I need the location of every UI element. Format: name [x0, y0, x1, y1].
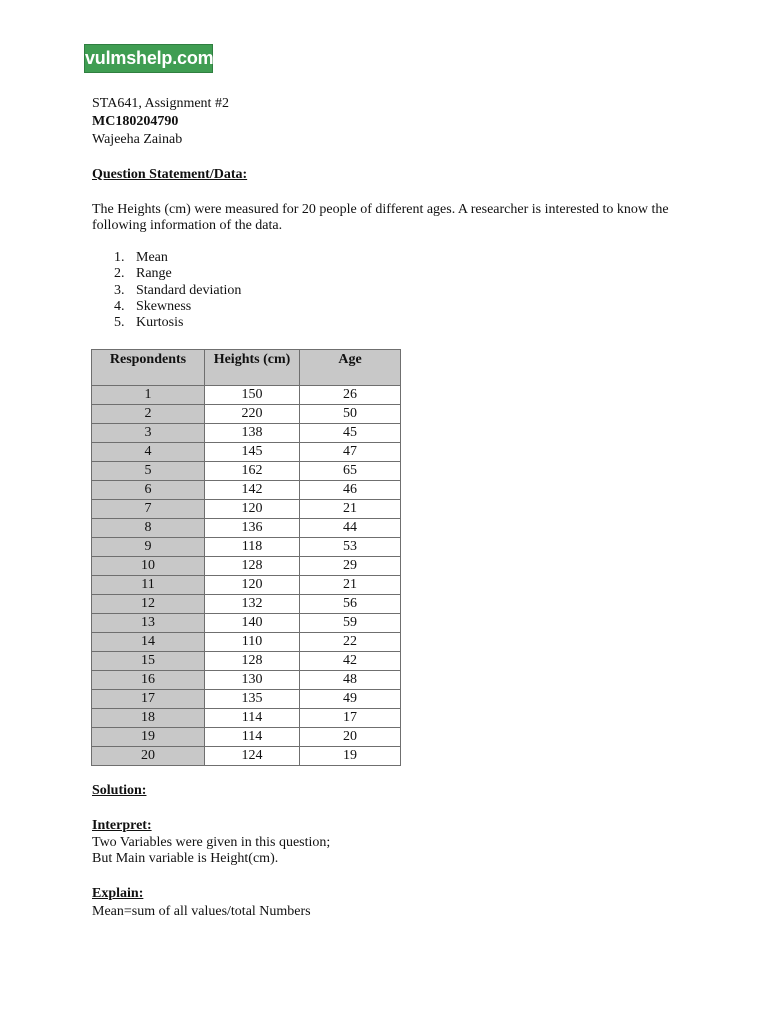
- table-row: [92, 424, 401, 443]
- table-row: [92, 595, 401, 614]
- table-row: [92, 405, 401, 424]
- table-row: [92, 633, 401, 652]
- cell-age: 50: [300, 405, 401, 424]
- cell-age: 48: [300, 671, 401, 690]
- interpret-text-line-2: But Main variable is Height(cm).: [92, 851, 279, 866]
- table-row: [92, 557, 401, 576]
- list-item-number: 3.: [114, 282, 125, 298]
- cell-respondent: 13: [92, 614, 205, 633]
- cell-respondent: 2: [92, 405, 205, 424]
- table-row: [92, 462, 401, 481]
- cell-height: 145: [205, 443, 300, 462]
- question-text-line-1: The Heights (cm) were measured for 20 people of different ages. A researcher is interested to know the: [92, 202, 669, 217]
- cell-height: 120: [205, 500, 300, 519]
- cell-respondent: 14: [92, 633, 205, 652]
- cell-height: 132: [205, 595, 300, 614]
- list-item: [114, 315, 241, 331]
- list-item: [114, 283, 241, 299]
- data-table: [91, 349, 401, 766]
- list-item-number: 1.: [114, 250, 125, 265]
- cell-respondent: 3: [92, 424, 205, 443]
- cell-age: 26: [300, 386, 401, 405]
- cell-age: 29: [300, 557, 401, 576]
- cell-respondent: 6: [92, 481, 205, 500]
- cell-age: 19: [300, 747, 401, 766]
- cell-height: 140: [205, 614, 300, 633]
- cell-height: 150: [205, 386, 300, 405]
- cell-respondent: 15: [92, 652, 205, 671]
- table-row: [92, 652, 401, 671]
- table-row: [92, 481, 401, 500]
- list-item: [114, 266, 241, 282]
- cell-age: 53: [300, 538, 401, 557]
- column-header-heights: Heights (cm): [205, 350, 300, 386]
- cell-respondent: 16: [92, 671, 205, 690]
- table-row: [92, 500, 401, 519]
- table-header-row: [92, 350, 401, 386]
- cell-age: 22: [300, 633, 401, 652]
- cell-age: 21: [300, 500, 401, 519]
- cell-age: 17: [300, 709, 401, 728]
- table-row: [92, 728, 401, 747]
- cell-age: 65: [300, 462, 401, 481]
- question-text-line-2: following information of the data.: [92, 218, 283, 233]
- cell-respondent: 8: [92, 519, 205, 538]
- table-row: [92, 690, 401, 709]
- cell-height: 142: [205, 481, 300, 500]
- cell-respondent: 18: [92, 709, 205, 728]
- cell-height: 135: [205, 690, 300, 709]
- list-item-label: Skewness: [136, 298, 192, 314]
- cell-age: 20: [300, 728, 401, 747]
- cell-respondent: 7: [92, 500, 205, 519]
- assignment-title: STA641, Assignment #2: [92, 96, 229, 111]
- solution-heading: Solution:: [92, 783, 147, 798]
- list-item-number: 4.: [114, 298, 125, 314]
- site-logo[interactable]: vulmshelp.com: [84, 44, 213, 73]
- cell-respondent: 17: [92, 690, 205, 709]
- cell-age: 47: [300, 443, 401, 462]
- required-info-list: [114, 250, 241, 331]
- cell-age: 44: [300, 519, 401, 538]
- question-heading: Question Statement/Data:: [92, 167, 248, 182]
- list-item-number: 2.: [114, 266, 125, 282]
- table-row: [92, 709, 401, 728]
- cell-age: 21: [300, 576, 401, 595]
- explain-heading: Explain:: [92, 886, 144, 901]
- table-row: [92, 386, 401, 405]
- cell-height: 138: [205, 424, 300, 443]
- cell-respondent: 5: [92, 462, 205, 481]
- explain-text-line-1: Mean=sum of all values/total Numbers: [92, 904, 311, 919]
- cell-height: 220: [205, 405, 300, 424]
- cell-height: 114: [205, 728, 300, 747]
- list-item-label: Mean: [136, 250, 168, 265]
- cell-age: 45: [300, 424, 401, 443]
- cell-height: 130: [205, 671, 300, 690]
- cell-age: 59: [300, 614, 401, 633]
- cell-height: 120: [205, 576, 300, 595]
- cell-height: 128: [205, 652, 300, 671]
- interpret-heading: Interpret:: [92, 818, 152, 833]
- list-item-label: Kurtosis: [136, 315, 184, 331]
- cell-respondent: 4: [92, 443, 205, 462]
- interpret-text-line-1: Two Variables were given in this question;: [92, 835, 331, 850]
- cell-height: 128: [205, 557, 300, 576]
- list-item-number: 5.: [114, 315, 125, 331]
- cell-age: 42: [300, 652, 401, 671]
- cell-respondent: 9: [92, 538, 205, 557]
- question-text: [92, 202, 682, 234]
- cell-height: 124: [205, 747, 300, 766]
- cell-height: 110: [205, 633, 300, 652]
- table-row: [92, 747, 401, 766]
- table-row: [92, 576, 401, 595]
- cell-age: 56: [300, 595, 401, 614]
- cell-respondent: 10: [92, 557, 205, 576]
- table-row: [92, 538, 401, 557]
- list-item-label: Range: [136, 266, 172, 282]
- list-item: [114, 299, 241, 315]
- column-header-age: Age: [300, 350, 401, 386]
- cell-height: 136: [205, 519, 300, 538]
- cell-height: 118: [205, 538, 300, 557]
- cell-age: 46: [300, 481, 401, 500]
- table-row: [92, 443, 401, 462]
- cell-respondent: 20: [92, 747, 205, 766]
- student-id: MC180204790: [92, 114, 179, 129]
- list-item-label: Standard deviation: [136, 282, 242, 298]
- cell-height: 114: [205, 709, 300, 728]
- cell-respondent: 11: [92, 576, 205, 595]
- list-item: [114, 250, 241, 266]
- table-row: [92, 614, 401, 633]
- student-name: Wajeeha Zainab: [92, 132, 183, 147]
- table-body: [92, 386, 401, 766]
- cell-respondent: 12: [92, 595, 205, 614]
- cell-respondent: 1: [92, 386, 205, 405]
- column-header-respondents: Respondents: [92, 350, 205, 386]
- cell-respondent: 19: [92, 728, 205, 747]
- table-row: [92, 671, 401, 690]
- cell-age: 49: [300, 690, 401, 709]
- cell-height: 162: [205, 462, 300, 481]
- table-row: [92, 519, 401, 538]
